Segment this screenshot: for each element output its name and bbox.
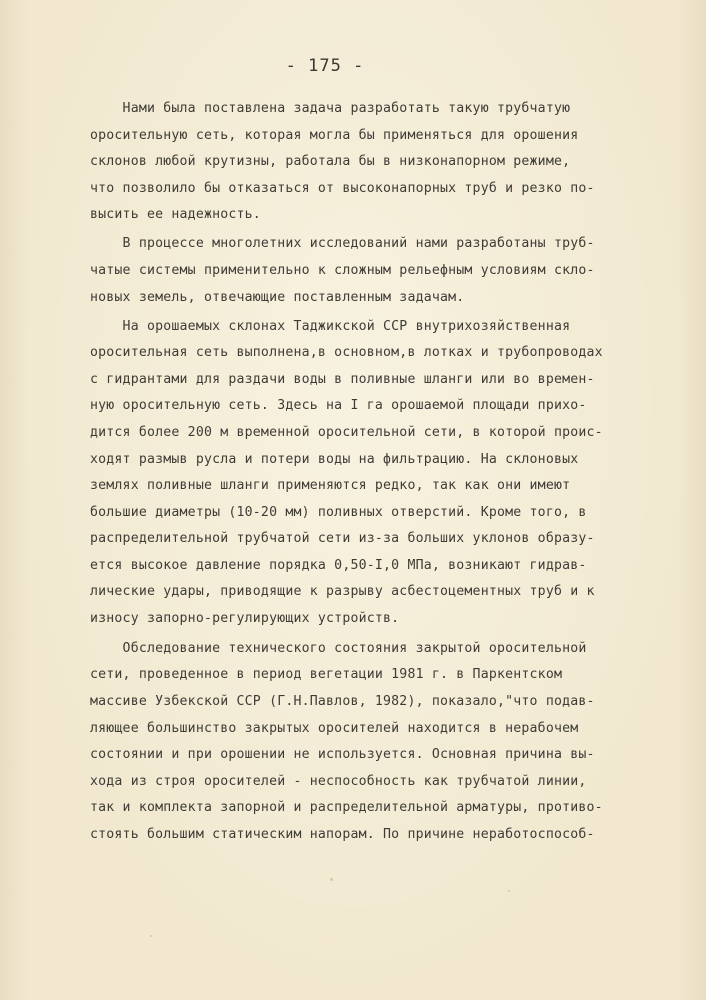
text-line: состоянии и при орошении не используется. Основная причина вы- xyxy=(90,747,595,763)
text-line: с гидрантами для раздачи воды в поливные шланги или во времен- xyxy=(90,371,595,387)
text-line: так и комплекта запорной и распределительной арматуры, противо- xyxy=(90,800,603,816)
text-line: большие диаметры (10-20 мм) поливных отверстий. Кроме того, в xyxy=(90,504,587,520)
text-line: массиве Узбекской ССР (Г.Н.Павлов, 1982), показало,"что подав- xyxy=(90,694,595,710)
text-line: лические удары, приводящие к разрыву асбестоцементных труб и к xyxy=(90,584,595,600)
text-line: Нами была поставлена задача разработать такую трубчатую xyxy=(90,101,571,116)
document-text xyxy=(90,96,650,849)
page-number: - 175 - xyxy=(285,56,365,76)
text-line: высить ее надежность. xyxy=(90,207,261,223)
text-line: распределительной трубчатой сети из-за больших уклонов образу- xyxy=(90,531,595,547)
text-line: хода из строя оросителей - неспособность как трубчатой линии, xyxy=(90,773,587,789)
paragraph-1 xyxy=(90,96,650,229)
paragraph-2 xyxy=(90,231,650,311)
text-line: чатые системы применительно к сложным рельефным условиям скло- xyxy=(90,262,595,278)
paragraph-3 xyxy=(90,314,650,633)
text-line: На орошаемых склонах Таджикской ССР внутрихозяйственная xyxy=(90,318,571,334)
text-line: что позволило бы отказаться от высоконапорных труб и резко по- xyxy=(90,180,595,196)
text-line: сети, проведенное в период вегетации 1981 г. в Паркентском xyxy=(90,667,563,683)
text-line: ную оросительную сеть. Здесь на I га орошаемой площади прихо- xyxy=(90,398,587,414)
text-line: ляющее большинство закрытых оросителей находится в нерабочем xyxy=(90,720,579,736)
text-line: новых земель, отвечающие поставленным задачам. xyxy=(90,289,465,305)
text-line: ходят размыв русла и потери воды на фильтрацию. На склоновых xyxy=(90,451,579,467)
text-line: ется высокое давление порядка 0,50-I,0 МПа, возникают гидрав- xyxy=(90,557,587,573)
paper-speck xyxy=(330,878,333,881)
text-line: оросительная сеть выполнена,в основном,в лотках и трубопроводах xyxy=(90,345,603,361)
paragraph-4 xyxy=(90,636,650,849)
paper-speck xyxy=(150,935,152,937)
text-line: Обследование технического состояния закрытой оросительной xyxy=(90,640,587,656)
text-line: землях поливные шланги применяются редко, так как они имеют xyxy=(90,478,571,494)
paper-speck xyxy=(508,890,510,892)
text-line: дится более 200 м временной оросительной сети, в которой проис- xyxy=(90,424,603,440)
text-line: стоять большим статическим напорам. По причине неработоспособ- xyxy=(90,827,595,842)
text-line: В процессе многолетних исследований нами разработаны труб- xyxy=(90,236,595,252)
text-line: износу запорно-регулирующих устройств. xyxy=(90,611,400,627)
text-line: склонов любой крутизны, работала бы в низконапорном режиме, xyxy=(90,154,571,170)
text-line: оросительную сеть, которая могла бы применяться для орошения xyxy=(90,127,579,143)
